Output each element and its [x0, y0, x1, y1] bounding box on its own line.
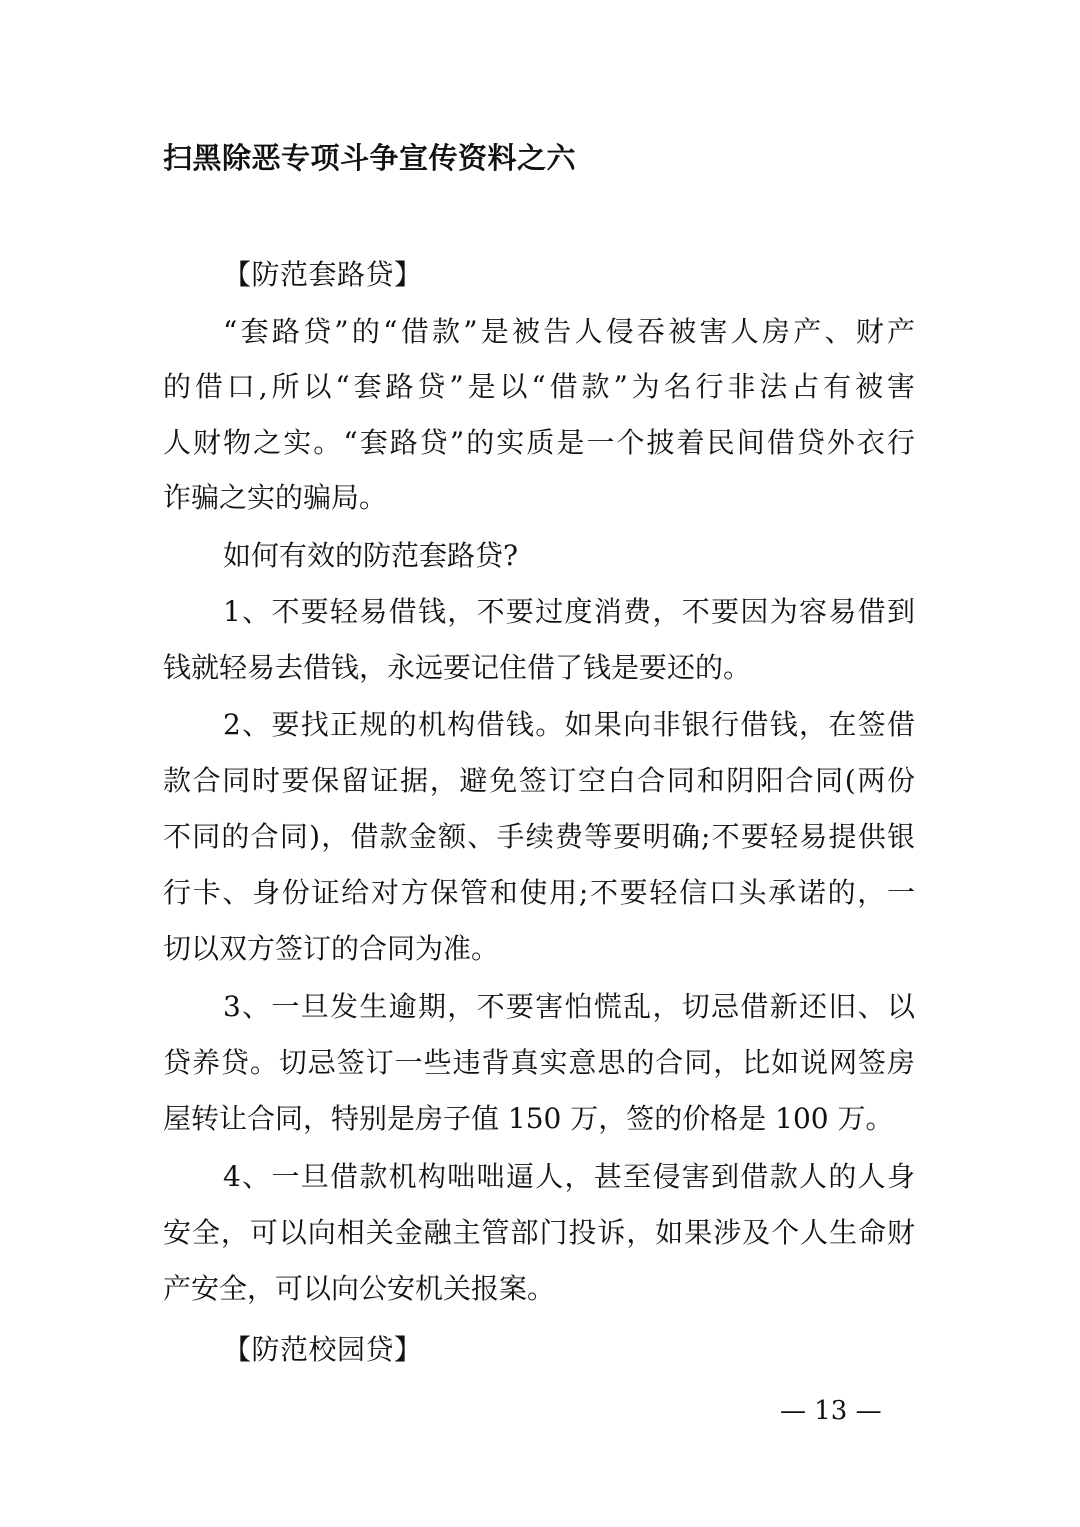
- item-1-line: 1、不要轻易借钱，不要过度消费，不要因为容易借到: [223, 595, 915, 628]
- item-3-line: 屋转让合同，特别是房子值 150 万，签的价格是 100 万。: [163, 1102, 894, 1135]
- item-2-line: 2、要找正规的机构借钱。如果向非银行借钱，在签借: [223, 708, 915, 741]
- section-heading-taolu-loan: 【防范套路贷】: [223, 258, 423, 291]
- document-header-title: 扫黑除恶专项斗争宣传资料之六: [163, 141, 577, 175]
- item-2-line: 款合同时要保留证据，避免签订空白合同和阴阳合同(两份: [163, 764, 915, 797]
- item-3-line: 贷养贷。切忌签订一些违背真实意思的合同，比如说网签房: [163, 1046, 915, 1079]
- item-4-line: 产安全，可以向公安机关报案。: [163, 1272, 556, 1305]
- page-number: — 13 —: [780, 1396, 882, 1426]
- item-2-line: 行卡、身份证给对方保管和使用;不要轻信口头承诺的，一: [163, 876, 915, 909]
- paragraph-line: 诈骗之实的骗局。: [163, 481, 388, 514]
- item-1-line: 钱就轻易去借钱，永远要记住借了钱是要还的。: [163, 651, 752, 684]
- item-2-line: 切以双方签订的合同为准。: [163, 932, 500, 965]
- item-3-line: 3、一旦发生逾期，不要害怕慌乱，切忌借新还旧、以: [223, 990, 915, 1023]
- paragraph-line: 人财物之实。“套路贷”的实质是一个披着民间借贷外衣行: [163, 426, 915, 459]
- section-heading-campus-loan: 【防范校园贷】: [223, 1333, 423, 1366]
- item-4-line: 4、一旦借款机构咄咄逼人，甚至侵害到借款人的人身: [223, 1160, 915, 1193]
- question-line: 如何有效的防范套路贷?: [223, 539, 519, 572]
- paragraph-line: “套路贷”的“借款”是被告人侵吞被害人房产、财产: [223, 315, 915, 348]
- item-2-line: 不同的合同)，借款金额、手续费等要明确;不要轻易提供银: [163, 820, 915, 853]
- paragraph-line: 的借口,所以“套路贷”是以“借款”为名行非法占有被害: [163, 370, 915, 403]
- item-4-line: 安全，可以向相关金融主管部门投诉，如果涉及个人生命财: [163, 1216, 915, 1249]
